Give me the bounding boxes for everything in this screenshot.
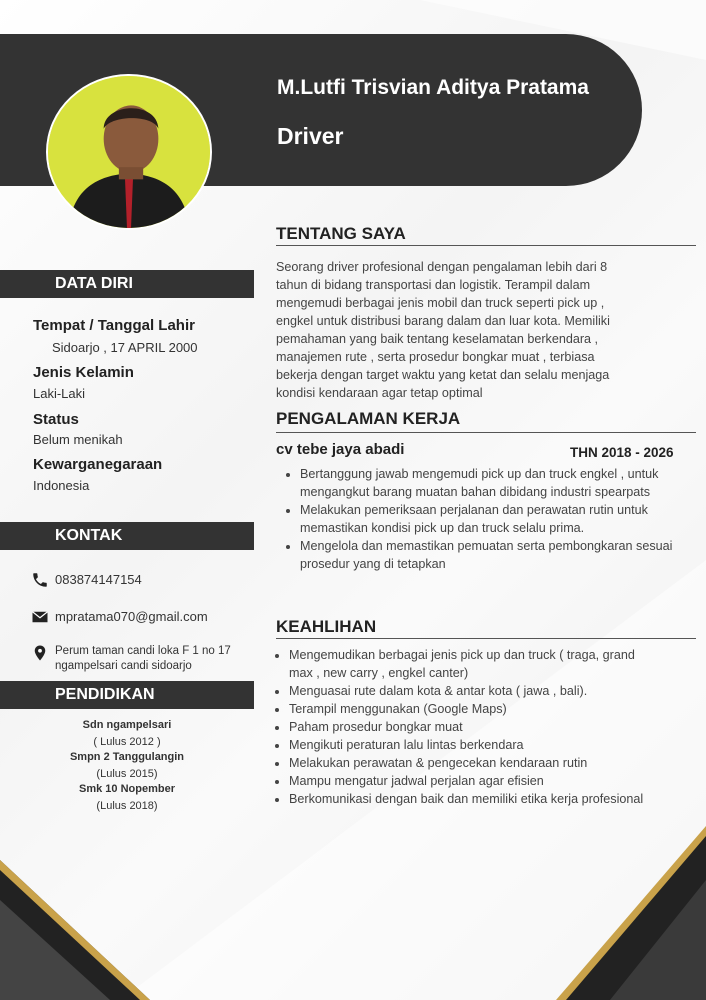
school-3-note: (Lulus 2018) [96, 800, 158, 812]
list-item: • Paham prosedur bongkar muat [289, 718, 659, 736]
full-name: M.Lutfi Trisvian Aditya Pratama [277, 76, 589, 99]
list-item: • Melakukan perawatan & pengecekan kendaraan rutin [289, 754, 659, 772]
about-line: manajemen rute , serta prosedur bongkar muat , terbiasa [276, 350, 595, 364]
list-item: • Berkomunikasi dengan baik dan memiliki etika kerja profesional [289, 790, 659, 808]
location-pin-icon [31, 644, 49, 662]
school-2-note: (Lulus 2015) [96, 768, 158, 780]
birth-value: Sidoarjo , 17 APRIL 2000 [52, 340, 198, 355]
birth-label: Tempat / Tanggal Lahir [33, 317, 195, 334]
about-paragraph [276, 258, 688, 402]
status-value: Belum menikah [33, 432, 123, 447]
list-item: • Melakukan pemeriksaan perjalanan dan perawatan rutin untuk memastikan kondisi pick up dan truck selalu prima. [300, 501, 678, 537]
company-name: cv tebe jaya abadi [276, 441, 405, 458]
school-3: Smk 10 Nopember [79, 783, 175, 795]
list-item: • Menguasai rute dalam kota & antar kota ( jawa , bali). [289, 682, 659, 700]
address-line-1: Perum taman candi loka F 1 no 17 [55, 645, 231, 657]
about-line: pemahaman yang baik tentang keselamatan berkendara , [276, 332, 599, 346]
list-item: • Mengelola dan memastikan pemuatan serta pembongkaran sesuai prosedur yang di tetapkan [300, 537, 678, 573]
school-1: Sdn ngampelsari [82, 719, 172, 731]
about-line: engkel untuk distribusi barang dalam dan luar kota. Memiliki [276, 314, 610, 328]
nationality-label: Kewarganegaraan [33, 456, 163, 473]
about-line: Seorang driver profesional dengan pengalaman lebih dari 8 [276, 260, 608, 274]
school-2: Smpn 2 Tanggulangin [69, 751, 185, 763]
job-title: Driver [277, 123, 344, 149]
pengalaman-heading: PENGALAMAN KERJA [276, 409, 461, 428]
tentang-heading: TENTANG SAYA [276, 224, 406, 243]
gender-value: Laki-Laki [33, 386, 86, 401]
kontak-heading: KONTAK [0, 522, 254, 550]
list-item: • Mampu mengatur jadwal perjalan agar efisien [289, 772, 659, 790]
tentang-divider [276, 245, 696, 246]
person-avatar-icon [48, 76, 210, 228]
keahlihan-divider [276, 638, 696, 639]
list-item: • Bertanggung jawab mengemudi pick up dan truck engkel , untuk mengangkut barang muatan bahan dibidang industri spearpats [300, 465, 678, 501]
list-item: • Terampil menggunakan (Google Maps) [289, 700, 659, 718]
school-1-note: ( Lulus 2012 ) [93, 736, 161, 748]
about-line: tahun di bidang transportasi dan logistik. Terampil dalam [276, 278, 591, 292]
work-years: THN 2018 - 2026 [570, 445, 674, 460]
mail-icon [31, 608, 49, 626]
skills-list [267, 646, 659, 808]
about-line: bekerja dengan target waktu yang ketat dan selalu menjaga [276, 368, 610, 382]
pengalaman-divider [276, 432, 696, 433]
status-label: Status [33, 411, 79, 428]
address-line-2: ngampelsari candi sidoarjo [55, 660, 192, 672]
nationality-value: Indonesia [33, 478, 90, 493]
about-line: mengemudi berbagai jenis mobil dan truck seperti pick up , [276, 296, 605, 310]
pendidikan-heading: PENDIDIKAN [0, 681, 254, 709]
experience-list [278, 465, 678, 573]
keahlihan-heading: KEAHLIHAN [276, 617, 377, 636]
phone-number: 083874147154 [55, 572, 142, 587]
data-diri-heading: DATA DIRI [0, 270, 254, 298]
about-line: kondisi kendaraan agar tetap optimal [276, 386, 483, 400]
email-address: mpratama070@gmail.com [55, 609, 208, 624]
profile-photo [46, 74, 212, 230]
list-item: • Mengemudikan berbagai jenis pick up dan truck ( traga, grand max , new carry , engkel canter) [289, 646, 659, 682]
gender-label: Jenis Kelamin [33, 364, 134, 381]
phone-icon [31, 571, 49, 589]
list-item: • Mengikuti peraturan lalu lintas berkendara [289, 736, 659, 754]
